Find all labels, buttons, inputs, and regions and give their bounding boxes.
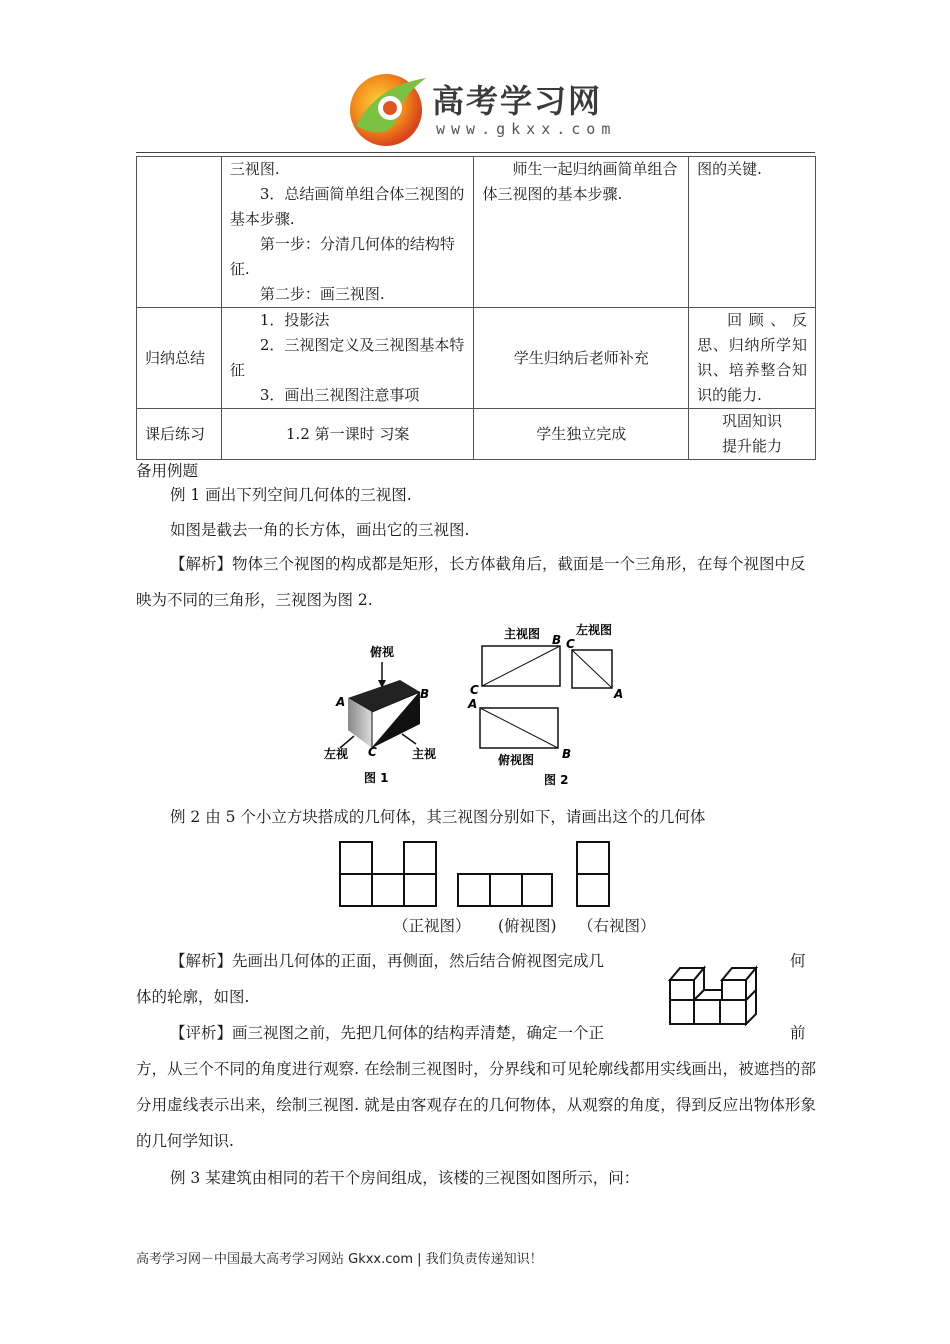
fig2-front-title: 主视图 — [504, 627, 541, 641]
fig1-top-label: 俯视 — [370, 645, 395, 659]
example-3-title: 例 3 某建筑由相同的若干个房间组成，该楼的三视图如图所示，问： — [170, 1169, 640, 1187]
table-cell — [137, 308, 222, 409]
fig2-label-b1: B — [552, 633, 562, 647]
fig1-label-c: C — [368, 745, 377, 759]
table-row — [137, 308, 816, 409]
front-view-label: （正视图） — [393, 917, 471, 935]
analysis-text: 物体三个视图的构成都是矩形，长方体截角后，截面是一个三角形，在每个视图中反映为不同的三角形，三视图为图 2. — [136, 555, 806, 609]
fig2-label-b2: B — [562, 747, 572, 761]
fig2-top-title: 俯视图 — [498, 753, 535, 767]
example-2-comment-line1 — [170, 1015, 604, 1051]
left-view-diagonal — [572, 650, 612, 688]
analysis-tag: 【解析】 — [170, 555, 233, 573]
cell-line: 图的关键. — [697, 160, 762, 178]
table-row — [137, 409, 816, 460]
table-cell — [474, 308, 689, 409]
table-row — [137, 157, 816, 308]
row-heading: 归纳总结 — [145, 348, 206, 367]
front-view-grid — [340, 842, 436, 906]
figure-2 — [462, 622, 630, 792]
analysis-tag: 【解析】 — [170, 952, 233, 970]
cell-line: 1．投影法 — [259, 311, 330, 329]
fig1-caption: 图 1 — [364, 771, 389, 785]
table-cell — [689, 308, 816, 409]
cell-line: 提升能力 — [722, 437, 783, 455]
top-view-diagonal — [480, 708, 558, 748]
fig2-label-a2: A — [468, 697, 478, 711]
fig2-label-a1: A — [614, 687, 624, 701]
fig1-left-label: 左视 — [324, 747, 349, 761]
fig2-label-c2: C — [470, 683, 479, 697]
analysis-text: 先画出几何体的正面，再侧面，然后结合俯视图完成几 — [232, 952, 605, 970]
cube-solution-figure — [668, 964, 788, 1030]
figure-1 — [320, 640, 450, 790]
table-cell — [221, 409, 474, 460]
table-cell — [137, 157, 222, 308]
cell-line: 学生归纳后老师补充 — [513, 348, 649, 367]
fig1-label-a: A — [336, 695, 346, 709]
lesson-table — [136, 156, 816, 460]
cell-line: 1.2 第一课时 习案 — [285, 424, 410, 443]
fig1-label-b: B — [420, 687, 430, 701]
cell-line: 学生独立完成 — [536, 424, 627, 443]
cell-line: 2．三视图定义及三视图基本特征 — [229, 336, 465, 379]
fig2-label-c1: C — [566, 637, 575, 651]
section-title: 备用例题 — [136, 462, 199, 480]
table-cell — [221, 157, 474, 308]
table-cell — [474, 409, 689, 460]
example-2-analysis-line2: 体的轮廓，如图. — [136, 988, 250, 1006]
front-view-diagonal — [482, 646, 560, 686]
header-logo — [346, 66, 626, 150]
fig2-left-title: 左视图 — [576, 623, 613, 637]
table-cell — [474, 157, 689, 308]
row-heading: 课后练习 — [145, 424, 206, 443]
table-cell — [221, 308, 474, 409]
page-footer: 高考学习网－中国最大高考学习网站 Gkxx.com | 我们负责传递知识！ — [136, 1252, 543, 1267]
fig2-caption: 图 2 — [544, 773, 569, 787]
example-2-comment-rest: 方，从三个不同的角度进行观察. 在绘制三视图时，分界线和可见轮廓线都用实线画出，被遮挡的部分用虚线表示出来，绘制三视图. 就是由客观存在的几何物体，从观察的角度，得到反应出物体形象的几何学知识. — [136, 1060, 816, 1150]
cell-line: 第一步：分清几何体的结构特征. — [229, 235, 455, 278]
cell-line: 第二步：画三视图. — [259, 285, 385, 303]
cell-line: 巩固知识 — [722, 412, 783, 430]
comment-text: 画三视图之前，先把几何体的结构弄清楚，确定一个正 — [232, 1024, 605, 1042]
cell-line: 3．画出三视图注意事项 — [259, 386, 420, 404]
example-2-comment-end: 前 — [790, 1024, 806, 1042]
arrow-right — [402, 734, 416, 744]
example-1-desc: 如图是截去一角的长方体，画出它的三视图. — [170, 521, 470, 539]
example-2-title: 例 2 由 5 个小立方块搭成的几何体，其三视图分别如下，请画出这个的几何体 — [170, 808, 706, 826]
logo-name: 高考学习网 — [432, 82, 603, 120]
cell-line: 3．总结画简单组合体三视图的基本步骤. — [229, 185, 465, 228]
example-2-analysis-end: 何 — [790, 952, 806, 970]
cell-line: 三视图. — [229, 160, 280, 178]
cell-line: 回顾、反思、归纳所学知识、培养整合知识的能力. — [697, 311, 807, 404]
example-1-analysis — [136, 546, 816, 618]
fig1-front-label: 主视 — [412, 747, 437, 761]
right-view-label: （右视图） — [578, 917, 656, 935]
top-view-grid — [458, 874, 552, 906]
logo-emblem-icon — [346, 66, 432, 150]
table-cell — [137, 409, 222, 460]
example-2-analysis-line1 — [170, 943, 604, 979]
comment-tag: 【评析】 — [170, 1024, 233, 1042]
table-cell — [689, 157, 816, 308]
table-cell — [689, 409, 816, 460]
right-view-grid — [577, 842, 609, 906]
cell-line: 师生一起归纳画简单组合体三视图的基本步骤. — [482, 160, 678, 203]
example-1-title: 例 1 画出下列空间几何体的三视图. — [170, 486, 412, 504]
header-rule — [136, 152, 815, 153]
top-view-label: (俯视图) — [498, 917, 557, 935]
logo-url: www.gkxx.com — [436, 120, 617, 138]
example-2-views — [338, 840, 618, 910]
